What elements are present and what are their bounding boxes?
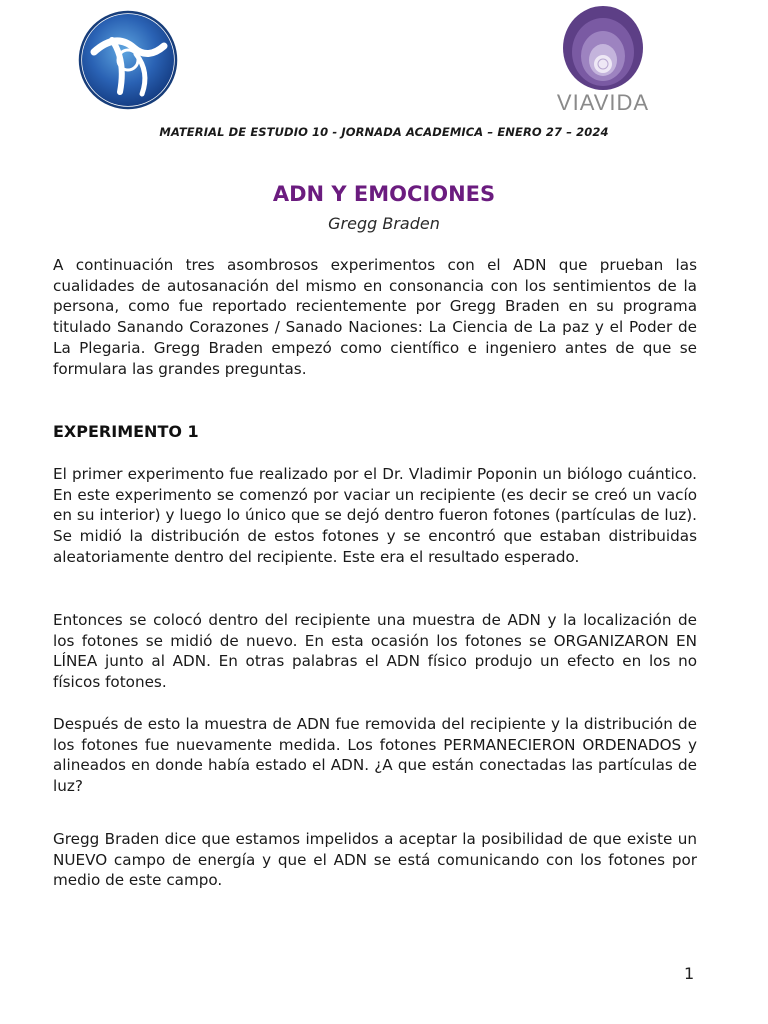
viavida-wordmark: VIAVIDA [556, 90, 650, 115]
viavida-logo [548, 4, 658, 116]
study-material-header: MATERIAL DE ESTUDIO 10 - JORNADA ACADEMICA – ENERO 27 – 2024 [159, 125, 609, 139]
page-number: 1 [684, 964, 695, 983]
section-heading: EXPERIMENTO 1 [53, 422, 199, 441]
body-paragraph-2: Entonces se colocó dentro del recipiente una muestra de ADN y la localización de los fotones se midió de nuevo. En esta ocasión los fotones se ORGANIZARON EN LÍNEA junto al ADN. En otras palabras el ADN físico produjo un efecto en los no físicos fotones. [53, 611, 697, 692]
body-paragraph-3: Después de esto la muestra de ADN fue removida del recipiente y la distribución de los fotones fue nuevamente medida. Los fotones PERMANECIERON ORDENADOS y alineados en donde había estado el ADN. ¿A que están conectadas las partículas de luz? [53, 715, 697, 796]
intro-paragraph: A continuación tres asombrosos experimentos con el ADN que prueban las cualidades de autosanación del mismo en consonancia con los sentimientos de la persona, como fue reportado recientemente por Gregg Braden en su programa titulado Sanando Corazones / Sanado Naciones: La Ciencia de La paz y el Poder de La Plegaria. Gregg Braden empezó como científico e ingeniero antes de que se formulara las grandes preguntas. [53, 256, 697, 378]
lotus-logo-icon [548, 4, 658, 116]
organization-logo [76, 10, 180, 110]
body-paragraph-1: El primer experimento fue realizado por el Dr. Vladimir Poponin un biólogo cuántico. En este experimento se comenzó por vaciar un recipiente (es decir se creó un vacío en su interior) y luego lo único que se dejó dentro fueron fotones (partículas de luz). Se midió la distribución de estos fotones y se encontró que estaban distribuidas aleatoriamente dentro del recipiente. Este era el resultado esperado. [53, 465, 697, 566]
document-title: ADN Y EMOCIONES [272, 182, 496, 206]
swirl-logo-icon [76, 10, 180, 110]
document-author: Gregg Braden [328, 214, 440, 233]
body-paragraph-4: Gregg Braden dice que estamos impelidos a aceptar la posibilidad de que existe un NUEVO campo de energía y que el ADN se está comunicando con los fotones por medio de este campo. [53, 830, 697, 890]
